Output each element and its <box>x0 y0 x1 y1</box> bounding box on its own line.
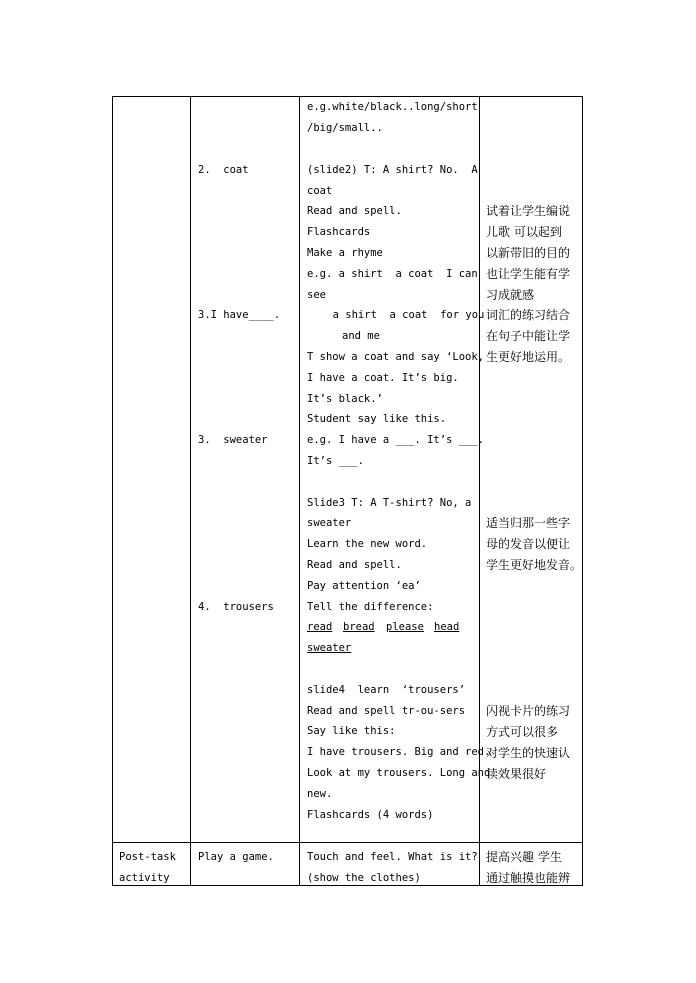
purpose-line: 在句子中能让学 <box>486 329 571 343</box>
table-left-border <box>112 96 113 886</box>
col-divider-2 <box>299 96 300 886</box>
purpose-line: 以新带旧的目的 <box>486 246 571 260</box>
activity-line: new. <box>307 788 333 800</box>
purpose-line: 学生更好地发音。 <box>486 558 583 572</box>
purpose-line: 闪视卡片的练习 <box>486 704 571 718</box>
purpose-line: 习成就感 <box>486 288 535 302</box>
activity-line: Make a rhyme <box>307 247 383 259</box>
activity-line: Flashcards (4 words) <box>307 809 434 821</box>
activity-line: Learn the new word. <box>307 538 428 550</box>
activity-line: Read and spell. <box>307 205 402 217</box>
activity-line: Look at my trousers. Long and <box>307 767 491 779</box>
activity-line: (show the clothes) <box>307 872 421 884</box>
purpose-line: 适当归那一些字 <box>486 516 571 530</box>
activity-line: /big/small.. <box>307 122 383 134</box>
purpose-line: 读效果很好 <box>486 767 547 781</box>
activity-line: (slide2) T: A shirt? No. A <box>307 164 478 176</box>
step-i-have: 3.I have____. <box>198 309 281 321</box>
activity-line: Read and spell tr-ou-sers <box>307 705 466 717</box>
stage-label: Post-task <box>119 851 176 863</box>
activity-line: It’s black.’ <box>307 393 383 405</box>
purpose-line: 方式可以很多 <box>486 725 559 739</box>
activity-line: a shirt a coat for you <box>320 309 485 321</box>
purpose-line: 也让学生能有学 <box>486 267 571 281</box>
activity-line: It’s ___. <box>307 455 364 467</box>
activity-line: e.g.white/black..long/short <box>307 101 478 113</box>
activity-line: e.g. a shirt a coat I can <box>307 268 478 280</box>
activity-line: e.g. I have a ___. It’s ___. <box>307 434 485 446</box>
purpose-line: 母的发音以便让 <box>486 537 571 551</box>
activity-line: Pay attention ‘ea’ <box>307 580 421 592</box>
table-top-border <box>112 96 583 97</box>
word-sweater: sweater <box>307 642 352 654</box>
activity-line: I have a coat. It’s big. <box>307 372 459 384</box>
activity-line: Tell the difference: <box>307 601 434 613</box>
purpose-line: 试着让学生编说 <box>486 204 571 218</box>
step-play-game: Play a game. <box>198 851 274 863</box>
activity-line: sweater <box>307 517 352 529</box>
purpose-line: 生更好地运用。 <box>486 350 571 364</box>
activity-line: coat <box>307 185 333 197</box>
activity-line: Student say like this. <box>307 413 447 425</box>
activity-line: slide4 learn ‘trousers’ <box>307 684 466 696</box>
activity-line: T show a coat and say ‘Look, <box>307 351 485 363</box>
activity-line: Read and spell. <box>307 559 402 571</box>
purpose-line: 对学生的快速认 <box>486 746 571 760</box>
purpose-line: 词汇的练习结合 <box>486 308 571 322</box>
table-bottom-border <box>112 885 583 886</box>
stage-label: activity <box>119 872 170 884</box>
activity-line: see <box>307 289 326 301</box>
activity-line: and me <box>342 330 380 342</box>
activity-line: Say like this: <box>307 725 396 737</box>
step-trousers: 4. trousers <box>198 601 274 613</box>
activity-line: I have trousers. Big and red. <box>307 746 491 758</box>
lesson-plan-table <box>112 96 583 886</box>
step-coat: 2. coat <box>198 164 249 176</box>
table-right-border <box>582 96 583 886</box>
word-bread: bread <box>343 621 375 633</box>
activity-line: Slide3 T: A T-shirt? No, a <box>307 497 472 509</box>
col-divider-1 <box>190 96 191 886</box>
word-head: head <box>434 621 460 633</box>
purpose-line: 通过触摸也能辨 <box>486 871 571 885</box>
activity-line: Flashcards <box>307 226 371 238</box>
word-please: please <box>386 621 424 633</box>
row-divider <box>112 842 583 843</box>
purpose-line: 儿歌 可以起到 <box>486 225 562 239</box>
step-sweater: 3. sweater <box>198 434 268 446</box>
purpose-line: 提高兴趣 学生 <box>486 850 562 864</box>
word-read: read <box>307 621 333 633</box>
activity-line: Touch and feel. What is it? <box>307 851 478 863</box>
